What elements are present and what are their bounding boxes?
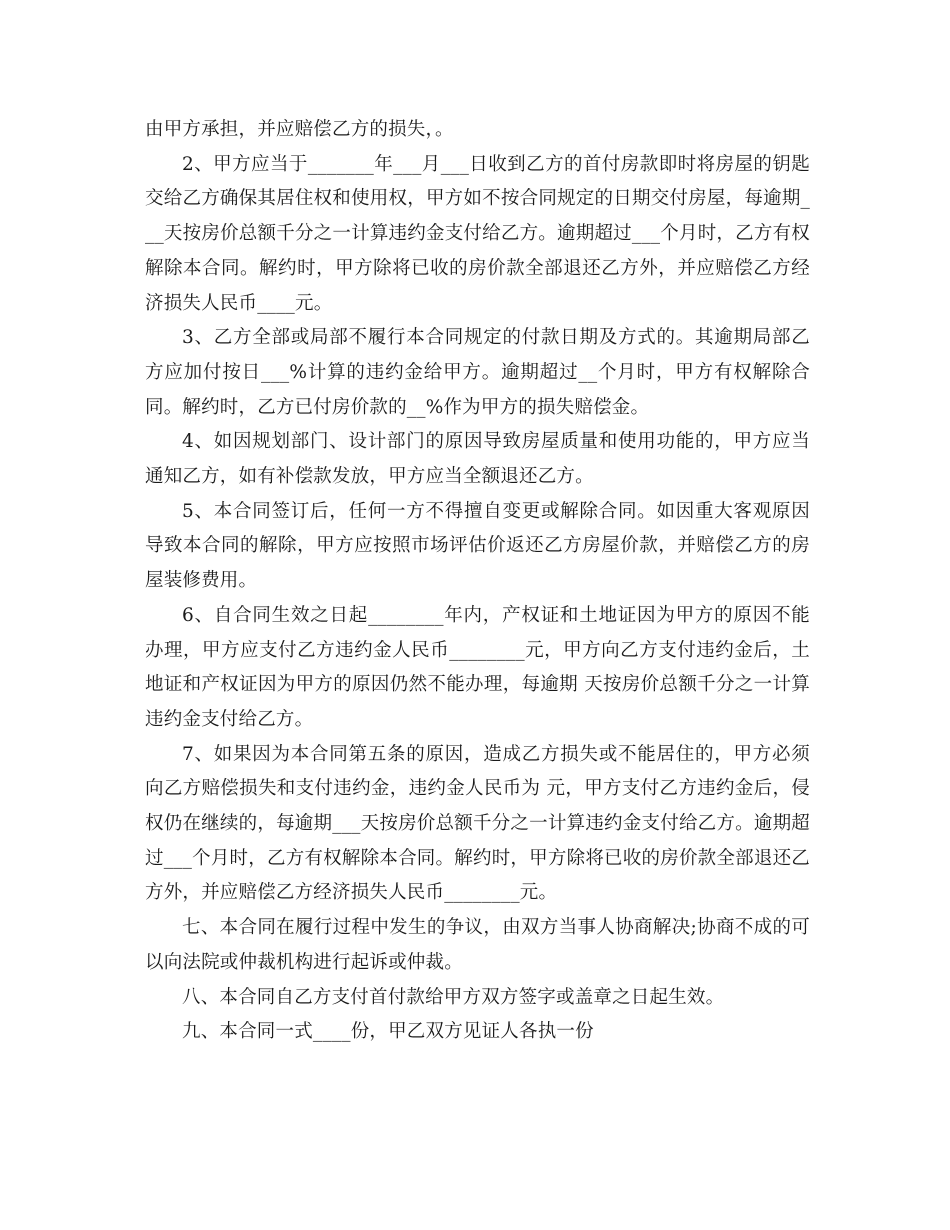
paragraph-clause-7: 7、如果因为本合同第五条的原因，造成乙方损失或不能居住的，甲方必须向乙方赔偿损失和支付违约金，违约金人民币为 元，甲方支付乙方违约金后，侵权仍在继续的，每逾期___天按房价总额千分之一计算违约金支付给乙方。逾期超过___个月时，乙方有权解除本合同。解约时，甲方除将已收的房价款全部退还乙方外，并应赔偿乙方经济损失人民币________元。 xyxy=(145,743,810,904)
paragraph-clause-3: 3、乙方全部或局部不履行本合同规定的付款日期及方式的。其逾期局部乙方应加付按日___%计算的违约金给甲方。逾期超过__个月时，甲方有权解除合同。解约时，乙方已付房价款的__%作为甲方的损失赔偿金。 xyxy=(145,327,810,418)
paragraph-section-8: 八、本合同自乙方支付首付款给甲方双方签字或盖章之日起生效。 xyxy=(182,986,725,1008)
paragraph-clause-5: 5、本合同签订后，任何一方不得擅自变更或解除合同。如因重大客观原因导致本合同的解除，甲方应按照市场评估价返还乙方房屋价款，并赔偿乙方的房屋装修费用。 xyxy=(145,500,810,592)
paragraph-section-9: 九、本合同一式____份，甲乙双方见证人各执一份 xyxy=(182,1021,594,1043)
paragraph-section-7: 七、本合同在履行过程中发生的争议，由双方当事人协商解决;协商不成的可以向法院或仲裁机构进行起诉或仲裁。 xyxy=(145,917,810,973)
paragraph-clause-2: 2、甲方应当于_______年___月___日收到乙方的首付房款即时将房屋的钥匙交给乙方确保其居住权和使用权，甲方如不按合同规定的日期交付房屋，每逾期___天按房价总额千分之一计算违约金支付给乙方。逾期超过___个月时，乙方有权解除本合同。解约时，甲方除将已收的房价款全部退还乙方外，并应赔偿乙方经济损失人民币____元。 xyxy=(145,153,810,314)
document-body xyxy=(145,113,810,1050)
paragraph-continuation: 由甲方承担，并应赔偿乙方的损失，。 xyxy=(145,119,454,140)
paragraph-clause-4: 4、如因规划部门、设计部门的原因导致房屋质量和使用功能的，甲方应当通知乙方，如有补偿款发放，甲方应当全额退还乙方。 xyxy=(145,431,810,488)
paragraph-clause-6: 6、自合同生效之日起________年内，产权证和土地证因为甲方的原因不能办理，甲方应支付乙方违约金人民币________元，甲方向乙方支付违约金后，土地证和产权证因为甲方的原因仍然不能办理，每逾期 天按房价总额千分之一计算违约金支付给乙方。 xyxy=(145,604,810,730)
